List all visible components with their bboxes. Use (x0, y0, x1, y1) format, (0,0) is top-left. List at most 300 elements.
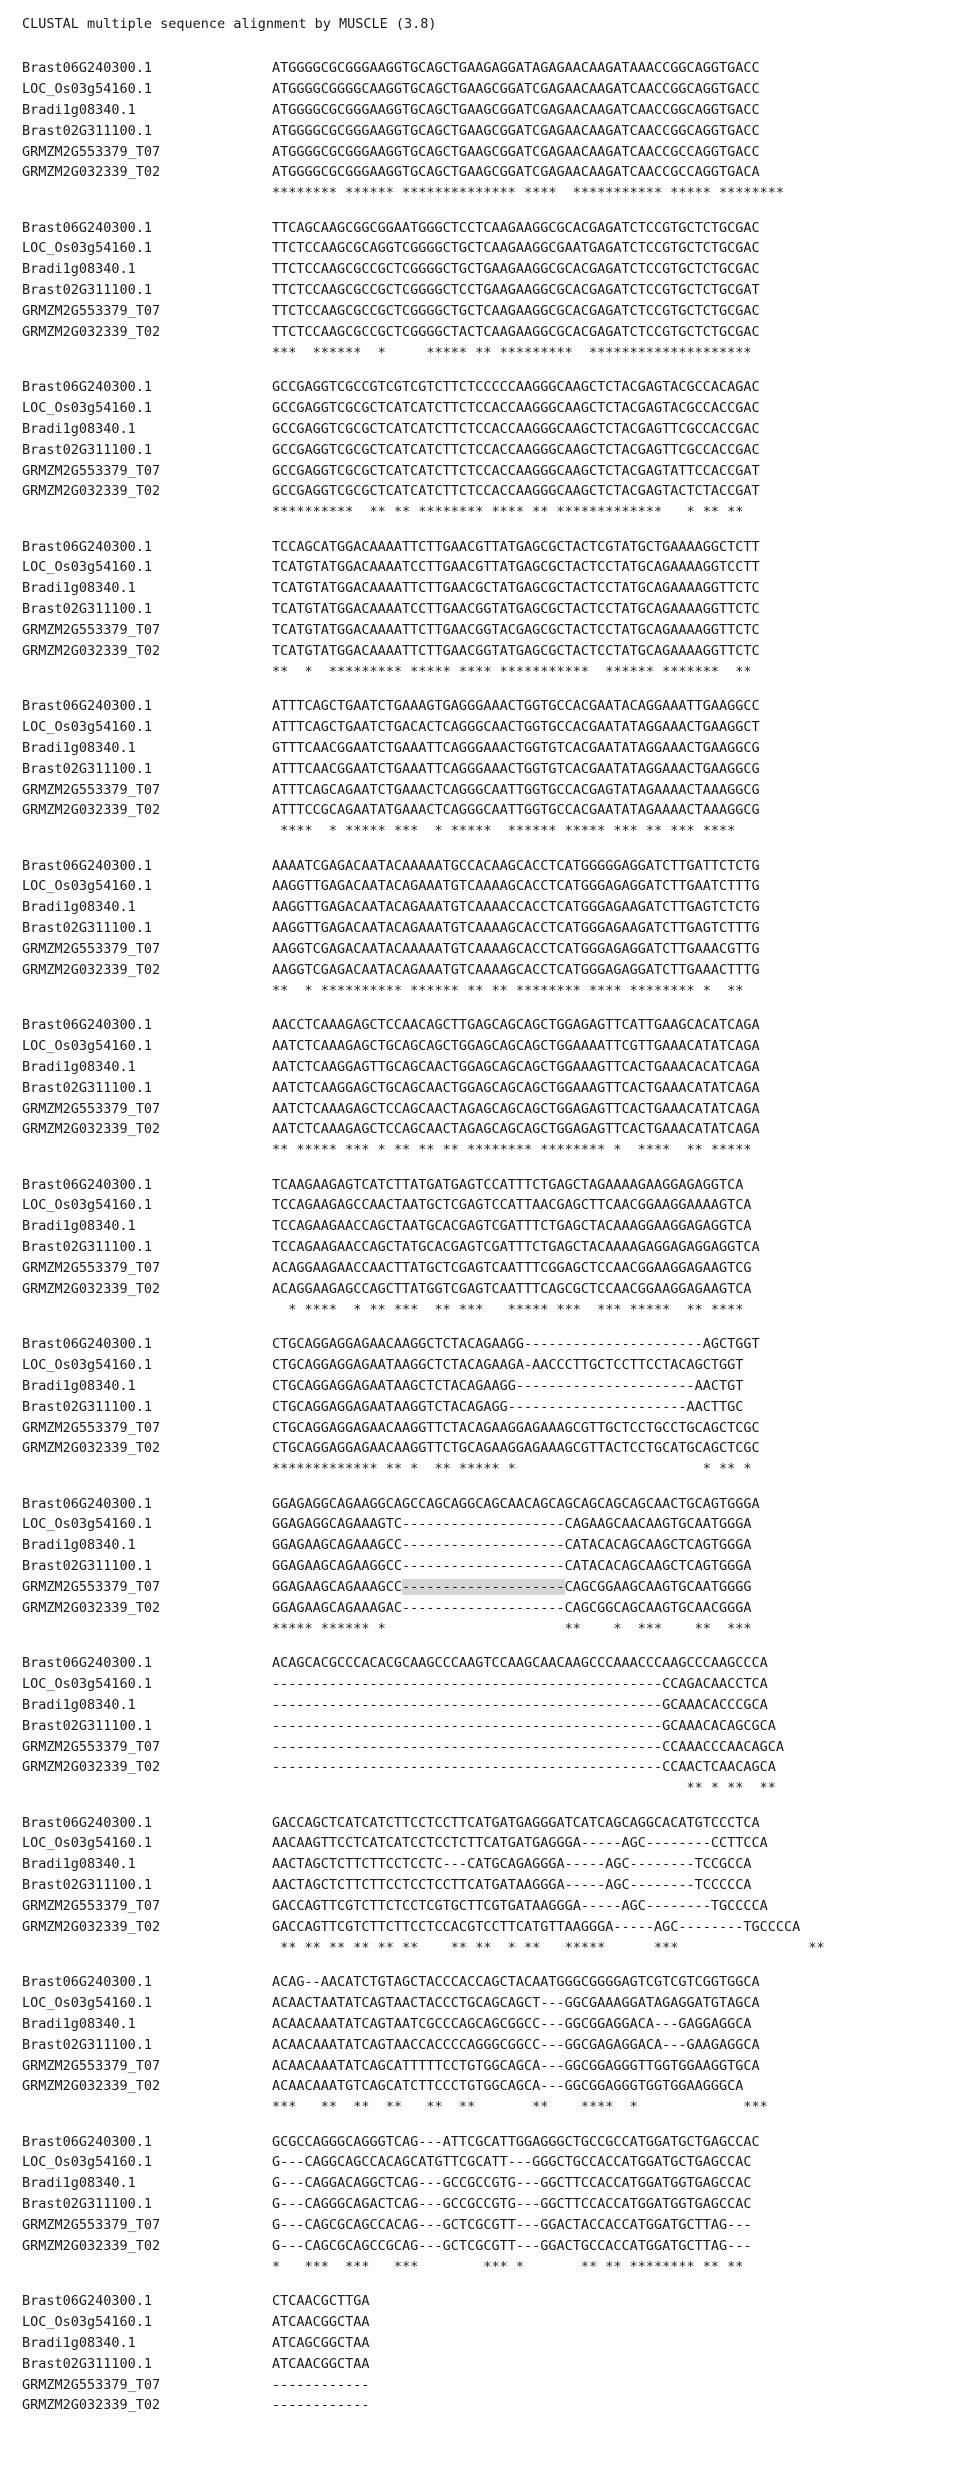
sequence-name: Brast02G311100.1 (22, 2196, 153, 2213)
consensus-row (22, 981, 952, 1002)
sequence-row (22, 918, 952, 939)
sequence-row (22, 2395, 952, 2416)
sequence-residues: ------------ (272, 2397, 370, 2414)
sequence-row (22, 738, 952, 759)
sequence-name: Brast06G240300.1 (22, 60, 153, 76)
sequence-name: Brast06G240300.1 (22, 1655, 153, 1671)
sequence-residues: ACAACAAATGTCAGCATCTTCCCTGTGGCAGCA---GGCGGAGGGTGGTGGAAGGGCA (272, 2078, 744, 2095)
sequence-residues: AAGGTCGAGACAATACAAAAATGTCAAAAGCACCTCATGGGAGAGGATCTTGAAACGTTG (272, 941, 760, 958)
sequence-residues: ------------------------------------------------CCAAACCCAACAGCA (272, 1738, 785, 1755)
sequence-name: Bradi1g08340.1 (22, 1058, 136, 1075)
sequence-row (22, 1099, 952, 1120)
sequence-residues: ------------------------------------------------CCAACTCAACAGCA (272, 1759, 776, 1776)
sequence-residues: GCGCCAGGGCAGGGTCAG---ATTCGCATTGGAGGGCTGCCGCCATGGATGCTGAGCCAC (272, 2133, 760, 2150)
sequence-row (22, 1015, 952, 1036)
sequence-row (22, 1653, 952, 1674)
alignment-block (22, 1972, 952, 2118)
alignment-block (22, 1653, 952, 1799)
alignment-block (22, 2132, 952, 2278)
sequence-name: GRMZM2G553379_T07 (22, 143, 161, 160)
sequence-row (22, 1438, 952, 1459)
sequence-name: GRMZM2G553379_T07 (22, 2217, 161, 2234)
sequence-row (22, 620, 952, 641)
consensus-line: * *** *** *** *** * ** ** ******** ** ** (272, 2258, 744, 2275)
sequence-residues: ATGGGGCGCGGGAAGGTGCAGCTGAAGAGGATAGAGAACAAGATAAACCGGCAGGTGACC (272, 60, 760, 76)
sequence-name: Brast02G311100.1 (22, 760, 153, 777)
sequence-row (22, 162, 952, 183)
sequence-name: LOC_Os03g54160.1 (22, 1037, 153, 1054)
consensus-row (22, 2257, 952, 2278)
sequence-row (22, 1535, 952, 1556)
sequence-name: Brast06G240300.1 (22, 1495, 153, 1512)
consensus-row (22, 1140, 952, 1161)
sequence-residues: GGAGAGGCAGAAGGCAGCCAGCAGGCAGCAACAGCAGCAGCAGCAGCAACTGCAGTGGGA (272, 1495, 760, 1512)
sequence-name: Bradi1g08340.1 (22, 1696, 136, 1713)
sequence-residues: TCCAGAAGAACCAGCTAATGCACGAGTCGATTTCTGAGCTACAAAGGAAGGAGAGGTCA (272, 1218, 752, 1235)
sequence-residues: ATGGGGCGCGGGAAGGTGCAGCTGAAGCGGATCGAGAACAAGATCAACCGGCAGGTGACC (272, 122, 760, 139)
sequence-name: Bradi1g08340.1 (22, 899, 136, 916)
sequence-row (22, 142, 952, 163)
sequence-name: LOC_Os03g54160.1 (22, 2313, 153, 2330)
sequence-row (22, 897, 952, 918)
sequence-residues: ATTTCAGCAGAATCTGAAACTCAGGGCAATTGGTGCCACGAGTATAGAAAACTAAAGGCG (272, 781, 760, 798)
sequence-residues: ATCAGCGGCTAA (272, 2334, 370, 2351)
sequence-row (22, 1737, 952, 1758)
sequence-name: GRMZM2G032339_T02 (22, 642, 161, 659)
consensus-row (22, 1300, 952, 1321)
sequence-name: Brast06G240300.1 (22, 857, 153, 874)
sequence-row (22, 2375, 952, 2396)
consensus-row (22, 2097, 952, 2118)
sequence-name: GRMZM2G553379_T07 (22, 1260, 161, 1277)
sequence-row (22, 1716, 952, 1737)
sequence-residues (272, 1577, 752, 1598)
sequence-row (22, 1334, 952, 1355)
sequence-name: Brast06G240300.1 (22, 219, 153, 236)
sequence-residues: ATCAACGGCTAA (272, 2313, 370, 2330)
consensus-row (22, 502, 952, 523)
sequence-residues: G---CAGGGCAGACTCAG---GCCGCCGTG---GGCTTCCACCATGGATGGTGAGCCAC (272, 2196, 752, 2213)
sequence-residues: ATTTCAGCTGAATCTGACACTCAGGGCAACTGGTGCCACGAATATAGGAAACTGAAGGCT (272, 718, 760, 735)
sequence-name: GRMZM2G032339_T02 (22, 1918, 161, 1935)
sequence-residues: TTCTCCAAGCGCCGCTCGGGGCTGCTGAAGAAGGCGCACGAGATCTCCGTGCTCTGCGAC (272, 261, 760, 278)
sequence-residues: TCATGTATGGACAAAATCCTTGAACGTTATGAGCGCTACTCCTATGCAGAAAAGGTCCTT (272, 559, 760, 576)
sequence-row (22, 2056, 952, 2077)
sequence-residues: GTTTCAACGGAATCTGAAATTCAGGGAAACTGGTGTCACGAATATAGGAAACTGAAGGCG (272, 739, 760, 756)
sequence-name: Brast02G311100.1 (22, 1079, 153, 1096)
sequence-residues: GGAGAGGCAGAAAGTC--------------------CAGAAGCAACAAGTGCAATGGGA (272, 1516, 752, 1533)
sequence-row (22, 1057, 952, 1078)
sequence-residues: TTCAGCAAGCGGCGGAATGGGCTCCTCAAGAAGGCGCACGAGATCTCCGTGCTCTGCGAC (272, 219, 760, 236)
sequence-name: Brast06G240300.1 (22, 1814, 153, 1831)
consensus-row (22, 183, 952, 204)
sequence-residues: TTCTCCAAGCGCCGCTCGGGGCTACTCAAGAAGGCGCACGAGATCTCCGTGCTCTGCGAC (272, 323, 760, 340)
sequence-name: GRMZM2G553379_T07 (22, 781, 161, 798)
sequence-row (22, 1577, 952, 1598)
sequence-row (22, 1972, 952, 1993)
sequence-residues: GACCAGTTCGTCTTCTCCTCGTGCTTCGTGATAAGGGA-----AGC--------TGCCCCA (272, 1898, 768, 1915)
sequence-row (22, 1195, 952, 1216)
sequence-row (22, 100, 952, 121)
sequence-residues: TTCTCCAAGCGCAGGTCGGGGCTGCTCAAGAAGGCGAATGAGATCTCCGTGCTCTGCGAC (272, 240, 760, 257)
sequence-row (22, 1258, 952, 1279)
sequence-residues: AATCTCAAGGAGTTGCAGCAACTGGAGCAGCAGCTGGAAAGTTCACTGAAACACATCAGA (272, 1058, 760, 1075)
sequence-name: Brast02G311100.1 (22, 2355, 153, 2372)
consensus-line: ********** ** ** ******** **** ** ************* * ** ** (272, 504, 744, 521)
sequence-residues: CTGCAGGAGGAGAACAAGGCTCTACAGAAGG----------------------AGCTGGT (272, 1336, 760, 1352)
sequence-row (22, 2215, 952, 2236)
sequence-residues: AATCTCAAAGAGCTCCAGCAACTAGAGCAGCAGCTGGAGAGTTCACTGAAACATATCAGA (272, 1100, 760, 1117)
sequence-name: Brast06G240300.1 (22, 698, 153, 714)
sequence-row (22, 461, 952, 482)
sequence-name: Brast06G240300.1 (22, 1974, 153, 1990)
sequence-residues: ACAGCACGCCCACACGCAAGCCCAAGTCCAAGCAACAAGCCCAAACCCAAGCCCAAGCCCA (272, 1655, 768, 1671)
sequence-residues: TTCTCCAAGCGCCGCTCGGGGCTGCTCAAGAAGGCGCACGAGATCTCCGTGCTCTGCGAC (272, 303, 760, 320)
sequence-name: LOC_Os03g54160.1 (22, 1516, 153, 1533)
sequence-name: LOC_Os03g54160.1 (22, 559, 153, 576)
sequence-residues: GACCAGCTCATCATCTTCCTCCTTCATGATGAGGGATCATCAGCAGGCACATGTCCCTCA (272, 1814, 760, 1831)
sequence-residues: AACAAGTTCCTCATCATCCTCCTCTTCATGATGAGGGA-----AGC--------CCTTCCA (272, 1835, 768, 1852)
consensus-row (22, 662, 952, 683)
consensus-line: ******** ****** ************** **** *********** ***** ******** (272, 185, 785, 202)
sequence-name: LOC_Os03g54160.1 (22, 399, 153, 416)
consensus-line: ** ***** *** * ** ** ** ******** ******** * **** ** ***** (272, 1142, 752, 1159)
alignment-block (22, 218, 952, 364)
sequence-residues: AATCTCAAAGAGCTGCAGCAGCTGGAGCAGCAGCTGGAAAATTCGTTGAAACATATCAGA (272, 1037, 760, 1054)
sequence-name: Bradi1g08340.1 (22, 2334, 136, 2351)
sequence-row (22, 1036, 952, 1057)
sequence-row (22, 1556, 952, 1577)
sequence-row (22, 557, 952, 578)
sequence-residues: TTCTCCAAGCGCCGCTCGGGGCTCCTGAAGAAGGCGCACGAGATCTCCGTGCTCTGCGAT (272, 282, 760, 299)
sequence-residues: ATGGGGCGCGGGAAGGTGCAGCTGAAGCGGATCGAGAACAAGATCAACCGCCAGGTGACC (272, 143, 760, 160)
sequence-row (22, 856, 952, 877)
sequence-residues: ATTTCCGCAGAATATGAAACTCAGGGCAATTGGTGCCACGAATATAGAAAACTAAAGGCG (272, 802, 760, 819)
sequence-name: Brast02G311100.1 (22, 1558, 153, 1575)
sequence-row (22, 121, 952, 142)
sequence-residues: ATTTCAGCTGAATCTGAAAGTGAGGGAAACTGGTGCCACGAATACAGGAAATTGAAGGCC (272, 698, 760, 714)
sequence-residues: ------------------------------------------------GCAAACACAGCGCA (272, 1717, 776, 1734)
sequence-row (22, 960, 952, 981)
sequence-row (22, 1355, 952, 1376)
sequence-row (22, 218, 952, 239)
sequence-row (22, 2312, 952, 2333)
sequence-name: LOC_Os03g54160.1 (22, 240, 153, 257)
sequence-row (22, 322, 952, 343)
sequence-residues: TCCAGAAGAACCAGCTATGCACGAGTCGATTTCTGAGCTACAAAAGAGGAGAGGAGGTCA (272, 1239, 760, 1256)
sequence-name: Brast02G311100.1 (22, 601, 153, 618)
sequence-residues: CTGCAGGAGGAGAATAAGGTCTACAGAGG----------------------AACTTGC (272, 1398, 744, 1415)
sequence-name: GRMZM2G553379_T07 (22, 941, 161, 958)
sequence-residues: GCCGAGGTCGCGCTCATCATCTTCTCCACCAAGGGCAAGCTCTACGAGTACTCTACCGAT (272, 483, 760, 500)
highlighted-gap-segment: -------------------- (402, 1579, 565, 1596)
consensus-line: ** * ********* ***** **** *********** ****** ******* ** (272, 663, 752, 680)
sequence-name: Brast02G311100.1 (22, 282, 153, 299)
sequence-name: Bradi1g08340.1 (22, 1377, 136, 1394)
alignment-block (22, 1015, 952, 1161)
consensus-row (22, 1459, 952, 1480)
sequence-row (22, 1598, 952, 1619)
sequence-residues: ATGGGGCGGGGCAAGGTGCAGCTGAAGCGGATCGAGAACAAGATCAACCGGCAGGTGACC (272, 80, 760, 97)
sequence-residues: TCATGTATGGACAAAATTCTTGAACGGTATGAGCGCTACTCCTATGCAGAAAAGGTTCTC (272, 642, 760, 659)
sequence-row (22, 2194, 952, 2215)
sequence-name: Brast06G240300.1 (22, 1017, 153, 1033)
sequence-row (22, 1279, 952, 1300)
sequence-row (22, 696, 952, 717)
sequence-name: Brast06G240300.1 (22, 538, 153, 555)
sequence-residues: AAGGTCGAGACAATACAGAAATGTCAAAAGCACCTCATGGGAGAGGATCTTGAAACTTTG (272, 961, 760, 978)
sequence-row (22, 1875, 952, 1896)
sequence-name: LOC_Os03g54160.1 (22, 878, 153, 895)
sequence-row (22, 1757, 952, 1778)
consensus-line: *** ****** * ***** ** ********* ******************** (272, 344, 752, 361)
sequence-residues: ATGGGGCGCGGGAAGGTGCAGCTGAAGCGGATCGAGAACAAGATCAACCGGCAGGTGACC (272, 101, 760, 118)
sequence-name: GRMZM2G032339_T02 (22, 323, 161, 340)
alignment-block (22, 537, 952, 683)
sequence-name: GRMZM2G553379_T07 (22, 1898, 161, 1915)
sequence-name: GRMZM2G032339_T02 (22, 483, 161, 500)
sequence-row (22, 377, 952, 398)
sequence-name: LOC_Os03g54160.1 (22, 80, 153, 97)
sequence-row (22, 1896, 952, 1917)
sequence-row (22, 1993, 952, 2014)
sequence-name: GRMZM2G553379_T07 (22, 2057, 161, 2074)
sequence-name: Brast06G240300.1 (22, 1336, 153, 1352)
sequence-row (22, 1237, 952, 1258)
consensus-line: ** * ** ** (272, 1780, 776, 1797)
sequence-residues: CTGCAGGAGGAGAACAAGGTTCTACAGAAGGAGAAAGCGTTGCTCCTGCCTGCAGCTCGC (272, 1419, 760, 1436)
sequence-name: Bradi1g08340.1 (22, 2175, 136, 2192)
sequence-row (22, 481, 952, 502)
sequence-residues: ACAGGAAGAGCCAGCTTATGGTCGAGTCAATTTCAGCGCTCCAACGGAAGGAGAAGTCA (272, 1280, 752, 1297)
sequence-row (22, 238, 952, 259)
sequence-residues: TCCAGAAGAGCCAACTAATGCTCGAGTCCATTAACGAGCTTCAACGGAAGGAAAAGTCA (272, 1197, 752, 1214)
sequence-row (22, 398, 952, 419)
sequence-residues: G---CAGGCAGCCACAGCATGTTCGCATT---GGGCTGCCACCATGGATGCTGAGCCAC (272, 2154, 752, 2171)
sequence-row (22, 1917, 952, 1938)
sequence-row (22, 1695, 952, 1716)
sequence-name: Brast02G311100.1 (22, 441, 153, 458)
sequence-row (22, 1674, 952, 1695)
sequence-residues: CTCAACGCTTGA (272, 2293, 370, 2309)
sequence-name: Brast02G311100.1 (22, 1717, 153, 1734)
sequence-name: Brast02G311100.1 (22, 122, 153, 139)
consensus-line: ** ** ** ** ** ** ** ** * ** ***** *** ** (272, 1939, 825, 1956)
sequence-name: GRMZM2G553379_T07 (22, 1738, 161, 1755)
sequence-name: GRMZM2G553379_T07 (22, 2376, 161, 2393)
sequence-name: Bradi1g08340.1 (22, 580, 136, 597)
sequence-row (22, 641, 952, 662)
alignment-block (22, 1334, 952, 1480)
consensus-line: * **** * ** *** ** *** ***** *** *** ***** ** **** (272, 1301, 744, 1318)
sequence-segment: CAGCGGAAGCAAGTGCAATGGGG (564, 1579, 752, 1596)
sequence-name: GRMZM2G032339_T02 (22, 2078, 161, 2095)
consensus-line: ** * ********** ****** ** ** ******** **** ******** * ** (272, 982, 744, 999)
sequence-residues: TCAAGAAGAGTCATCTTATGATGAGTCCATTTCTGAGCTAGAAAAGAAGGAGAGGTCA (272, 1176, 744, 1193)
consensus-line: ***** ****** * ** * *** ** *** (272, 1620, 752, 1637)
sequence-residues: CTGCAGGAGGAGAACAAGGTTCTGCAGAAGGAGAAAGCGTTACTCCTGCATGCAGCTCGC (272, 1440, 760, 1457)
sequence-row (22, 280, 952, 301)
sequence-residues: ACAG--AACATCTGTAGCTACCCACCAGCTACAATGGGCGGGGAGTCGTCGTCGGTGGCA (272, 1974, 760, 1990)
sequence-residues: GCCGAGGTCGCGCTCATCATCTTCTCCACCAAGGGCAAGCTCTACGAGTACGCCACCGAC (272, 399, 760, 416)
sequence-name: Brast06G240300.1 (22, 2133, 153, 2150)
sequence-row (22, 2236, 952, 2257)
sequence-name: Bradi1g08340.1 (22, 101, 136, 118)
sequence-residues: G---CAGGACAGGCTCAG---GCCGCCGTG---GGCTTCCACCATGGATGGTGAGCCAC (272, 2175, 752, 2192)
sequence-row (22, 1833, 952, 1854)
sequence-name: GRMZM2G553379_T07 (22, 622, 161, 639)
sequence-residues: AACTAGCTCTTCTTCCTCCTC---CATGCAGAGGGA-----AGC--------TCCGCCA (272, 1856, 752, 1873)
sequence-name: GRMZM2G032339_T02 (22, 1440, 161, 1457)
sequence-name: LOC_Os03g54160.1 (22, 1356, 153, 1373)
sequence-row (22, 1397, 952, 1418)
sequence-row (22, 759, 952, 780)
sequence-row (22, 1216, 952, 1237)
sequence-name: GRMZM2G553379_T07 (22, 1579, 161, 1596)
sequence-residues: AAGGTTGAGACAATACAGAAATGTCAAAAGCACCTCATGGGAGAGGATCTTGAATCTTTG (272, 878, 760, 895)
sequence-residues: GGAGAAGCAGAAAGCC--------------------CATACACAGCAAGCTCAGTGGGA (272, 1537, 752, 1554)
sequence-name: Brast06G240300.1 (22, 379, 153, 395)
sequence-row (22, 58, 952, 79)
sequence-row (22, 2076, 952, 2097)
sequence-residues: ATTTCAACGGAATCTGAAATTCAGGGAAACTGGTGTCACGAATATAGGAAACTGAAGGCG (272, 760, 760, 777)
sequence-row (22, 2354, 952, 2375)
sequence-name: LOC_Os03g54160.1 (22, 1994, 153, 2011)
sequence-name: GRMZM2G553379_T07 (22, 1419, 161, 1436)
sequence-residues: ACAACAAATATCAGCATTTTTCCTGTGGCAGCA---GGCGGAGGGTTGGTGGAAGGTGCA (272, 2057, 760, 2074)
sequence-name: Brast02G311100.1 (22, 1877, 153, 1894)
consensus-line: **** * ***** *** * ***** ****** ***** *** ** *** **** (272, 823, 736, 840)
sequence-name: LOC_Os03g54160.1 (22, 1675, 153, 1692)
sequence-residues: ACAGGAAGAACCAACTTATGCTCGAGTCAATTTCGGAGCTCCAACGGAAGGAGAAGTCG (272, 1260, 752, 1277)
sequence-row (22, 939, 952, 960)
sequence-residues: ACAACAAATATCAGTAATCGCCCAGCAGCGGCC---GGCGGAGGACA---GAGGAGGCA (272, 2015, 752, 2032)
alignment-block (22, 696, 952, 842)
consensus-row (22, 343, 952, 364)
sequence-name: GRMZM2G032339_T02 (22, 1121, 161, 1138)
alignment-block (22, 2291, 952, 2416)
sequence-name: LOC_Os03g54160.1 (22, 1197, 153, 1214)
sequence-residues: ------------------------------------------------CCAGACAACCTCA (272, 1675, 768, 1692)
sequence-residues: CTGCAGGAGGAGAATAAGCTCTACAGAAGG----------------------AACTGT (272, 1377, 744, 1394)
alignment-block (22, 1175, 952, 1321)
sequence-name: Brast02G311100.1 (22, 1239, 153, 1256)
sequence-name: LOC_Os03g54160.1 (22, 2154, 153, 2171)
sequence-name: GRMZM2G032339_T02 (22, 1759, 161, 1776)
sequence-name: Brast06G240300.1 (22, 1176, 153, 1193)
sequence-row (22, 1813, 952, 1834)
sequence-name: LOC_Os03g54160.1 (22, 718, 153, 735)
sequence-name: Bradi1g08340.1 (22, 1218, 136, 1235)
sequence-residues: GGAGAAGCAGAAGGCC--------------------CATACACAGCAAGCTCAGTGGGA (272, 1558, 752, 1575)
sequence-row (22, 2291, 952, 2312)
sequence-name: GRMZM2G032339_T02 (22, 164, 161, 181)
sequence-row (22, 780, 952, 801)
sequence-name: GRMZM2G032339_T02 (22, 2397, 161, 2414)
consensus-row (22, 821, 952, 842)
sequence-residues: GACCAGTTCGTCTTCTTCCTCCACGTCCTTCATGTTAAGGGA-----AGC--------TGCCCCA (272, 1918, 801, 1935)
sequence-residues: TCATGTATGGACAAAATCCTTGAACGGTATGAGCGCTACTCCTATGCAGAAAAGGTTCTC (272, 601, 760, 618)
sequence-row (22, 1854, 952, 1875)
sequence-row (22, 419, 952, 440)
sequence-residues: TCATGTATGGACAAAATTCTTGAACGCTATGAGCGCTACTCCTATGCAGAAAAGGTTCTC (272, 580, 760, 597)
sequence-row (22, 578, 952, 599)
sequence-name: Bradi1g08340.1 (22, 1856, 136, 1873)
sequence-row (22, 800, 952, 821)
sequence-residues: AATCTCAAAGAGCTCCAGCAACTAGAGCAGCAGCTGGAGAGTTCACTGAAACATATCAGA (272, 1121, 760, 1138)
sequence-row (22, 2333, 952, 2354)
sequence-residues: ATCAACGGCTAA (272, 2355, 370, 2372)
sequence-row (22, 301, 952, 322)
sequence-name: Brast02G311100.1 (22, 2036, 153, 2053)
sequence-residues: AAGGTTGAGACAATACAGAAATGTCAAAACCACCTCATGGGAGAAGATCTTGAGTCTCTG (272, 899, 760, 916)
sequence-name: GRMZM2G032339_T02 (22, 802, 161, 819)
alignment-block (22, 1494, 952, 1640)
sequence-row (22, 717, 952, 738)
sequence-row (22, 440, 952, 461)
consensus-line: *** ** ** ** ** ** ** **** * *** (272, 2099, 768, 2116)
sequence-name: Bradi1g08340.1 (22, 1537, 136, 1554)
sequence-row (22, 2035, 952, 2056)
sequence-name: GRMZM2G032339_T02 (22, 2237, 161, 2254)
sequence-residues: GCCGAGGTCGCCGTCGTCGTCTTCTCCCCCAAGGGCAAGCTCTACGAGTACGCCACAGAC (272, 379, 760, 395)
alignment-block (22, 377, 952, 523)
sequence-row (22, 259, 952, 280)
sequence-name: Bradi1g08340.1 (22, 2015, 136, 2032)
sequence-row (22, 1494, 952, 1515)
sequence-residues: AAAATCGAGACAATACAAAAATGCCACAAGCACCTCATGGGGGAGGATCTTGATTCTCTG (272, 857, 760, 874)
sequence-row (22, 1418, 952, 1439)
sequence-row (22, 1119, 952, 1140)
sequence-name: Bradi1g08340.1 (22, 739, 136, 756)
sequence-name: Brast02G311100.1 (22, 920, 153, 937)
sequence-row (22, 2132, 952, 2153)
sequence-residues: G---CAGCGCAGCCACAG---GCTCGCGTT---GGACTACCACCATGGATGCTTAG--- (272, 2217, 752, 2234)
consensus-row (22, 1938, 952, 1959)
sequence-residues: AACTAGCTCTTCTTCCTCCTCCTTCATGATAAGGGA-----AGC--------TCCCCCA (272, 1877, 752, 1894)
alignment-block (22, 1813, 952, 1959)
sequence-residues: TCCAGCATGGACAAAATTCTTGAACGTTATGAGCGCTACTCGTATGCTGAAAAGGCTCTT (272, 538, 760, 555)
sequence-name: GRMZM2G553379_T07 (22, 1100, 161, 1117)
sequence-segment: GGAGAAGCAGAAAGCC (272, 1579, 403, 1596)
alignment-header: CLUSTAL multiple sequence alignment by MUSCLE (3.8) (22, 16, 437, 32)
sequence-residues: GCCGAGGTCGCGCTCATCATCTTCTCCACCAAGGGCAAGCTCTACGAGTATTCCACCGAT (272, 462, 760, 479)
sequence-name: Bradi1g08340.1 (22, 420, 136, 437)
sequence-row (22, 2152, 952, 2173)
sequence-name: LOC_Os03g54160.1 (22, 1835, 153, 1852)
sequence-residues: TCATGTATGGACAAAATTCTTGAACGGTACGAGCGCTACTCCTATGCAGAAAAGGTTCTC (272, 622, 760, 639)
sequence-name: Brast02G311100.1 (22, 1398, 153, 1415)
sequence-residues: CTGCAGGAGGAGAATAAGGCTCTACAGAAGA-AACCCTTGCTCCTTCCTACAGCTGGT (272, 1356, 744, 1373)
sequence-residues: ACAACAAATATCAGTAACCACCCCAGGGCGGCC---GGCGAGAGGACA---GAAGAGGCA (272, 2036, 760, 2053)
sequence-residues: ------------ (272, 2376, 370, 2393)
sequence-name: GRMZM2G032339_T02 (22, 1599, 161, 1616)
sequence-row (22, 599, 952, 620)
sequence-name: GRMZM2G553379_T07 (22, 462, 161, 479)
sequence-row (22, 537, 952, 558)
sequence-residues: GCCGAGGTCGCGCTCATCATCTTCTCCACCAAGGGCAAGCTCTACGAGTTCGCCACCGAC (272, 441, 760, 458)
sequence-row (22, 876, 952, 897)
alignment-block (22, 856, 952, 1002)
sequence-residues: G---CAGCGCAGCCGCAG---GCTCGCGTT---GGACTGCCACCATGGATGCTTAG--- (272, 2237, 752, 2254)
sequence-name: GRMZM2G032339_T02 (22, 961, 161, 978)
sequence-residues: AAGGTTGAGACAATACAGAAATGTCAAAAGCACCTCATGGGAGAAGATCTTGAGTCTTTG (272, 920, 760, 937)
sequence-row (22, 1376, 952, 1397)
sequence-residues: ------------------------------------------------GCAAACACCCGCA (272, 1696, 768, 1713)
sequence-row (22, 1514, 952, 1535)
sequence-name: GRMZM2G032339_T02 (22, 1280, 161, 1297)
sequence-residues: ACAACTAATATCAGTAACTACCCTGCAGCAGCT---GGCGAAAGGATAGAGGATGTAGCA (272, 1994, 760, 2011)
